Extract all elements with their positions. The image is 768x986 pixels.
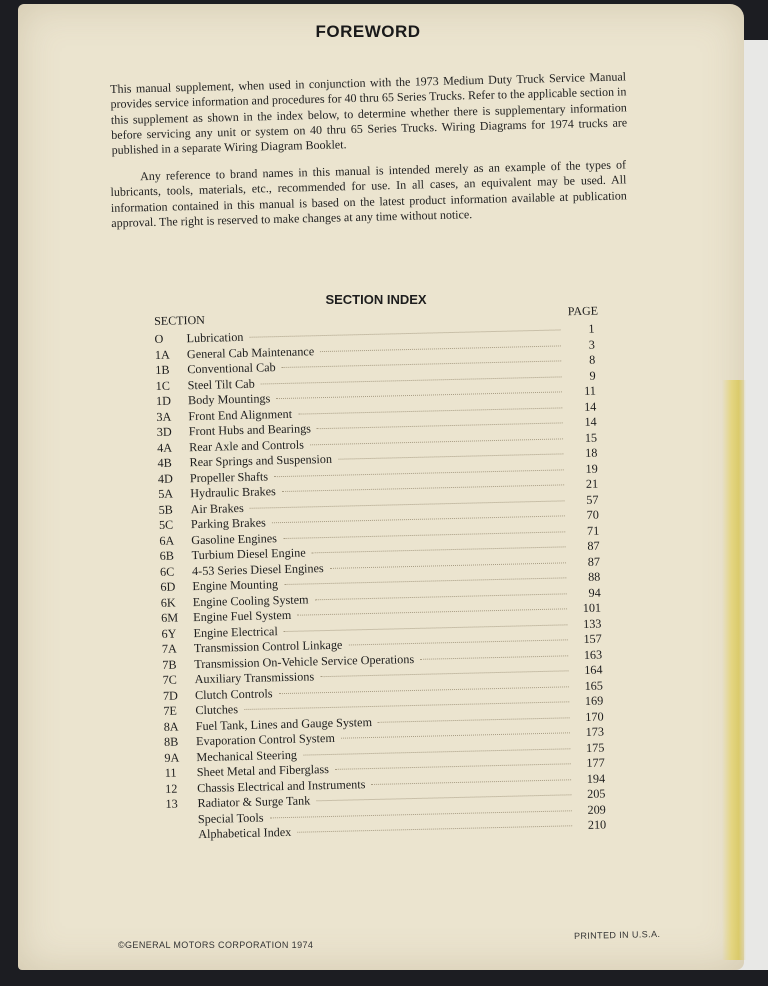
- manual-page: [18, 4, 744, 970]
- section-page: 15: [584, 430, 598, 445]
- section-code: [166, 823, 198, 824]
- section-code: [166, 838, 198, 839]
- section-name: Mechanical Steering: [196, 747, 298, 764]
- section-index: [154, 304, 606, 844]
- dot-leader: [284, 624, 568, 632]
- section-name: Transmission On-Vehicle Service Operations: [194, 651, 415, 671]
- page-title: FOREWORD: [315, 22, 421, 41]
- section-code: 7C: [162, 672, 178, 687]
- section-index-title: SECTION INDEX: [325, 292, 427, 307]
- section-page: 87: [587, 554, 601, 569]
- dot-leader: [371, 779, 571, 785]
- section-code: 8B: [163, 734, 179, 749]
- section-name: Sheet Metal and Fiberglass: [196, 762, 330, 780]
- section-name: Rear Springs and Suspension: [189, 451, 333, 470]
- section-code: 7A: [161, 641, 177, 656]
- section-page: 3: [588, 337, 595, 352]
- section-page: 87: [587, 538, 600, 553]
- copyright-footer: ©GENERAL MOTORS CORPORATION 1974: [118, 940, 314, 950]
- dot-leader: [244, 701, 569, 710]
- foreword-paragraph-1: This manual supplement, when used in conjunction with the 1973 Medium Duty Truck Service Manual provides service information and procedures for 40 thru 65 Series Trucks. Refer to the applicable section in this supplement as shown in the index below, to determine whether there is supplementary information before servicing any unit or system on 40 thru 65 Series Trucks. Wiring Diagrams for 1974 trucks are published in a separate Wiring Diagram Booklet.: [110, 69, 628, 158]
- dot-leader: [320, 345, 561, 352]
- section-page: 70: [586, 507, 600, 522]
- section-code: 6Y: [161, 626, 177, 641]
- section-name: Engine Electrical: [193, 623, 278, 640]
- dot-leader: [312, 546, 566, 553]
- page-column-header: PAGE: [567, 303, 599, 319]
- section-name: Conventional Cab: [187, 360, 276, 377]
- section-name: Parking Brakes: [190, 515, 266, 532]
- section-page: 170: [585, 709, 604, 724]
- section-page: 18: [585, 445, 598, 460]
- dot-leader: [330, 562, 566, 569]
- section-name: Alphabetical Index: [198, 824, 292, 842]
- section-page: 19: [585, 461, 598, 476]
- dot-leader: [420, 655, 568, 659]
- section-page: 194: [586, 771, 606, 786]
- dot-leader: [282, 484, 564, 492]
- foreword-paragraph-2: Any reference to brand names in this manual is intended merely as an example of the types of lubricants, tools, materials, etc., recommended for use. In all cases, an equivalent may be used. All information contained in this manual is based on the latest product information available at publication approval. The right is reserved to make changes at any time without notice.: [110, 157, 627, 230]
- section-page: 209: [587, 801, 606, 817]
- section-page: 57: [586, 492, 599, 507]
- section-name: Hydraulic Brakes: [190, 484, 276, 501]
- dot-leader: [297, 608, 567, 615]
- section-code: 13: [165, 796, 178, 811]
- section-name: Air Brakes: [190, 500, 244, 516]
- dot-leader: [310, 438, 563, 445]
- section-code: 6M: [160, 610, 179, 625]
- dot-leader: [283, 531, 565, 539]
- section-code: 7E: [163, 703, 178, 718]
- dot-leader: [272, 515, 565, 523]
- section-name: Transmission Control Linkage: [193, 637, 343, 656]
- dot-leader: [317, 422, 563, 429]
- section-page: 173: [585, 724, 605, 739]
- section-name: Fuel Tank, Lines and Gauge System: [195, 714, 373, 733]
- section-code: 11: [164, 765, 177, 780]
- dot-leader: [303, 748, 570, 755]
- section-name: Radiator & Surge Tank: [197, 793, 311, 811]
- section-column-header: SECTION: [154, 312, 205, 328]
- section-name: Front Hubs and Bearings: [188, 421, 312, 439]
- section-page: 11: [584, 383, 597, 398]
- section-name: Front End Alignment: [188, 406, 293, 423]
- section-page: 101: [582, 600, 602, 615]
- section-code: 1C: [155, 378, 171, 393]
- dot-leader: [269, 810, 571, 818]
- dot-leader: [282, 360, 562, 368]
- section-name: Body Mountings: [187, 391, 271, 408]
- section-code: 9A: [164, 750, 180, 765]
- dot-leader: [298, 407, 562, 414]
- index-rows: [154, 322, 606, 844]
- section-code: 1B: [155, 362, 170, 377]
- section-code: 5C: [158, 517, 174, 532]
- section-code: 6K: [160, 595, 176, 610]
- dot-leader: [338, 453, 563, 459]
- section-name: 4-53 Series Diesel Engines: [191, 560, 324, 578]
- dot-leader: [348, 639, 567, 645]
- section-page: 205: [586, 786, 606, 801]
- section-page: 177: [586, 755, 605, 770]
- section-code: 6A: [159, 533, 175, 548]
- section-code: 7D: [162, 688, 179, 703]
- section-page: 21: [585, 476, 599, 491]
- printed-footer: PRINTED IN U.S.A.: [573, 928, 661, 942]
- section-page: 14: [583, 399, 597, 414]
- section-page: 165: [584, 678, 604, 693]
- section-code: 4D: [157, 471, 173, 486]
- section-code: 3A: [156, 409, 172, 424]
- section-name: Turbium Diesel Engine: [191, 545, 306, 563]
- dot-leader: [249, 329, 560, 337]
- section-page: 133: [582, 616, 602, 631]
- section-page: 14: [584, 414, 597, 429]
- section-page: 210: [587, 817, 607, 832]
- section-name: Clutch Controls: [194, 685, 273, 702]
- dot-leader: [316, 794, 571, 801]
- section-code: O: [154, 331, 164, 346]
- section-name: Engine Cooling System: [192, 591, 309, 609]
- section-page: 175: [585, 740, 605, 755]
- section-name: Propeller Shafts: [189, 468, 269, 485]
- section-code: 6C: [159, 564, 175, 579]
- section-name: Engine Mounting: [192, 577, 279, 594]
- section-page: 163: [583, 647, 603, 662]
- section-page: 88: [587, 569, 601, 584]
- dot-leader: [278, 686, 568, 694]
- section-name: Steel Tilt Cab: [187, 376, 255, 392]
- section-name: Engine Fuel System: [192, 607, 292, 625]
- section-page: 157: [583, 631, 602, 646]
- section-code: 7B: [162, 657, 177, 672]
- section-name: Auxiliary Transmissions: [194, 669, 315, 687]
- dot-leader: [276, 391, 562, 399]
- section-page: 164: [584, 662, 603, 677]
- section-page: 1: [588, 321, 595, 336]
- section-name: Special Tools: [197, 810, 264, 826]
- dot-leader: [274, 469, 564, 477]
- section-name: Chassis Electrical and Instruments: [197, 776, 366, 795]
- dot-leader: [297, 825, 572, 832]
- section-page: 9: [589, 368, 596, 383]
- section-code: 3D: [156, 424, 172, 439]
- section-page: 94: [588, 585, 601, 600]
- section-code: 4B: [157, 455, 172, 470]
- section-name: Lubrication: [186, 329, 244, 346]
- section-code: 12: [165, 781, 178, 796]
- section-name: General Cab Maintenance: [186, 343, 315, 361]
- section-code: 6B: [159, 548, 175, 563]
- section-code: 6D: [160, 579, 176, 594]
- section-code: 4A: [156, 440, 173, 455]
- section-code: 1A: [154, 347, 171, 362]
- section-code: 5A: [158, 486, 174, 501]
- dot-leader: [250, 500, 565, 508]
- section-page: 8: [588, 352, 596, 367]
- section-page: 169: [584, 693, 604, 708]
- dot-leader: [335, 763, 571, 770]
- dot-leader: [320, 670, 568, 677]
- section-name: Gasoline Engines: [191, 530, 278, 547]
- section-code: 5B: [158, 502, 174, 517]
- dot-leader: [341, 732, 570, 738]
- section-code: 1D: [155, 393, 172, 408]
- section-page: 71: [586, 523, 600, 538]
- page-edge-stain: [722, 380, 746, 960]
- dot-leader: [284, 577, 566, 585]
- dot-leader: [315, 593, 567, 600]
- dot-leader: [378, 717, 570, 723]
- section-name: Evaporation Control System: [195, 730, 335, 749]
- section-name: Clutches: [195, 702, 239, 718]
- section-code: 8A: [163, 719, 179, 734]
- dot-leader: [261, 376, 562, 384]
- section-name: Rear Axle and Controls: [188, 437, 305, 454]
